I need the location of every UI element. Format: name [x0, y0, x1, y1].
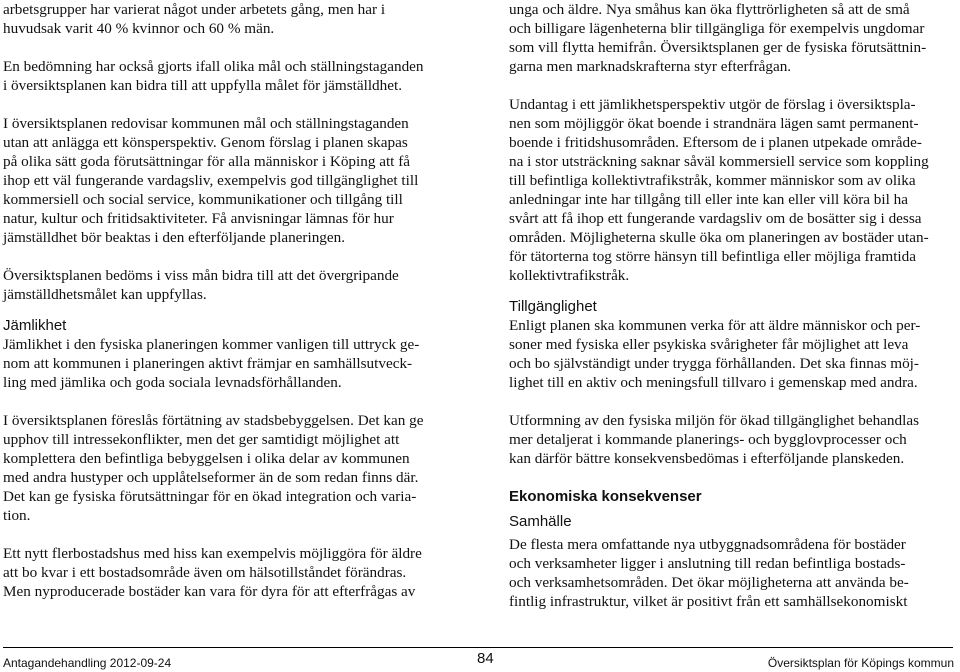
footer-divider	[3, 647, 953, 648]
paragraph: unga och äldre. Nya småhus kan öka flyttrörligheten så att de små och billigare lägenheterna blir tillgängliga för exempelvis ungdomar som vill flytta hemifrån. Översiktsplanen ger de fysiska förutsättnin- garna men marknadskrafterna styr efterfrågan.	[509, 1, 927, 75]
page-number: 84	[477, 650, 494, 667]
paragraph: Ett nytt flerbostadshus med hiss kan exempelvis möjliggöra för äldre att bo kvar i ett bostadsområde även om hälsotillståndet förändras. Men nyproducerade bostäder kan vara för dyra för att efterfrågas av	[3, 545, 422, 600]
paragraph: Undantag i ett jämlikhetsperspektiv utgör de förslag i översiktspla- nen som möjliggör ökat boende i strandnära lägen samt permanent- boende i fritidshusområden. Eftersom de i planen utpekade område- na i stor utsträckning saknar såväl kommersiell service som koppling till befintliga kollektivtrafikstråk, kommer människor som av olika anledningar inte har tillgång till eller inte kan eller vill köra bil ha svårt att få ihop ett fungerande vardagsliv om de bosätter sig i dessa områden. Möjligheterna skulle öka om planeringen av bostäder utan- för tätorterna tog större hänsyn till befintliga eller möjliga framtida kollektivtrafikstråk.	[509, 96, 929, 284]
paragraph: Jämlikhet i den fysiska planeringen kommer vanligen till uttryck ge- nom att kommunen i planeringen aktivt främjar en samhällsutveck- ling med jämlika och goda sociala levnadsförhållanden.	[3, 336, 420, 391]
paragraph: I översiktsplanen föreslås förtätning av stadsbebyggelsen. Det kan ge upphov till intressekonflikter, men det ger samtidigt möjlighet att komplettera den befintliga bebyggelsen i olika delar av kommunen med andra hustyper och upplåtelseformer än de som redan finns där. Det kan ge fysiska förutsättningar för en ökad integration och varia- tion.	[3, 412, 424, 524]
page-footer	[3, 650, 960, 668]
section-heading-jamlikhet: Jämlikhet	[3, 317, 67, 334]
left-column	[3, 0, 461, 601]
subheading-samhalle: Samhälle	[509, 513, 572, 530]
paragraph: Enligt planen ska kommunen verka för att äldre människor och per- soner med fysiska eller psykiska svårigheter får möjlighet att leva och bo självständigt under trygga förhållanden. Det ska finnas möj- lighet till en aktiv och meningsfull tillvaro i gemenskap med andra.	[509, 317, 921, 391]
section-heading-tillganglighet: Tillgänglighet	[509, 298, 597, 315]
paragraph: arbetsgrupper har varierat något under arbetets gång, men har i huvudsak varit 40 % kvinnor och 60 % män.	[3, 1, 386, 37]
paragraph: De flesta mera omfattande nya utbyggnadsområdena för bostäder och verksamheter ligger i anslutning till redan befintliga bostads- och verksamhetsområden. Det ökar möjligheterna att använda be- fintlig infrastruktur, vilket är positivt från ett samhällsekonomiskt	[509, 536, 909, 610]
section-heading-ekonomiska-konsekvenser: Ekonomiska konsekvenser	[509, 488, 702, 505]
paragraph: Översiktsplanen bedöms i viss mån bidra till att det övergripande jämställdhetsmålet kan uppfyllas.	[3, 267, 399, 303]
footer-document-title: Översiktsplan för Köpings kommun	[767, 656, 954, 670]
right-column	[509, 0, 952, 611]
footer-document-status: Antagandehandling 2012-09-24	[3, 656, 172, 670]
paragraph: Utformning av den fysiska miljön för ökad tillgänglighet behandlas mer detaljerat i kommande planerings- och bygglovprocesser och kan därför bättre konsekvensbedömas i efterföljande planskeden.	[509, 412, 919, 467]
paragraph: I översiktsplanen redovisar kommunen mål och ställningstaganden utan att anlägga ett könsperspektiv. Genom förslag i planen skapas på olika sätt goda förutsättningar för alla människor i Köping att få ihop ett väl fungerande vardagsliv, exempelvis god tillgänglighet till kommersiell och social service, kommunikationer och tillgång till natur, kultur och fritidsaktiviteter. Få anvisningar lämnas för hur jämställdhet bör beaktas i den efterföljande planeringen.	[3, 115, 419, 246]
paragraph: En bedömning har också gjorts ifall olika mål och ställningstaganden i översiktsplanen kan bidra till att uppfylla målet för jämställdhet.	[3, 58, 424, 94]
